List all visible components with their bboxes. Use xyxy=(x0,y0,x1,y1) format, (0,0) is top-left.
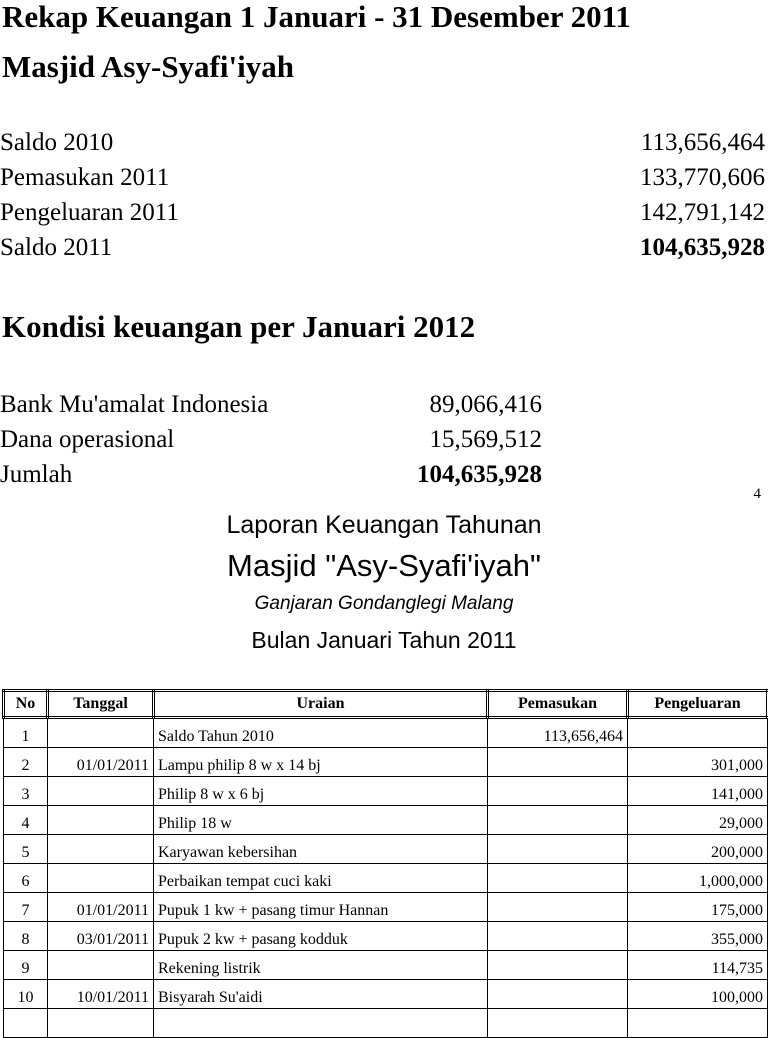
table-row xyxy=(4,922,768,951)
recap-value-pengeluaran: 142,791,142 xyxy=(640,199,765,226)
cell-no: 1 xyxy=(4,718,48,748)
cell-no xyxy=(4,1009,48,1038)
cell-uraian: Pupuk 2 kw + pasang kodduk xyxy=(154,922,488,951)
cell-uraian: Perbaikan tempat cuci kaki xyxy=(154,864,488,893)
cell-pemasukan xyxy=(488,864,628,893)
cell-pemasukan xyxy=(488,835,628,864)
recap-value-saldo-2010: 113,656,464 xyxy=(640,129,765,156)
cell-tanggal xyxy=(48,864,154,893)
table-row xyxy=(4,806,768,835)
cell-pengeluaran: 355,000 xyxy=(628,922,768,951)
cell-pengeluaran: 29,000 xyxy=(628,806,768,835)
header-pemasukan: Pemasukan xyxy=(488,691,628,718)
cell-pemasukan xyxy=(488,951,628,980)
header-uraian: Uraian xyxy=(154,691,488,718)
table-row xyxy=(4,718,768,748)
ledger-table xyxy=(2,689,768,1038)
recap-value-saldo-2011: 104,635,928 xyxy=(640,234,765,261)
cell-pengeluaran: 114,735 xyxy=(628,951,768,980)
cell-no: 4 xyxy=(4,806,48,835)
recap-label-saldo-2010: Saldo 2010 xyxy=(0,129,114,156)
recap-label-pemasukan: Pemasukan 2011 xyxy=(0,164,170,191)
table-row xyxy=(4,748,768,777)
table-row xyxy=(4,980,768,1009)
page-number: 4 xyxy=(753,486,761,502)
cell-pengeluaran: 1,000,000 xyxy=(628,864,768,893)
cell-uraian: Philip 18 w xyxy=(154,806,488,835)
cell-pemasukan: 113,656,464 xyxy=(488,718,628,748)
cell-pemasukan xyxy=(488,777,628,806)
table-row xyxy=(4,835,768,864)
cell-pengeluaran: 301,000 xyxy=(628,748,768,777)
report-period: Bulan Januari Tahun 2011 xyxy=(251,627,517,653)
table-row xyxy=(4,951,768,980)
cell-pengeluaran: 100,000 xyxy=(628,980,768,1009)
cell-uraian: Saldo Tahun 2010 xyxy=(154,718,488,748)
recap-label-pengeluaran: Pengeluaran 2011 xyxy=(0,199,179,226)
recap-label-saldo-2011: Saldo 2011 xyxy=(0,234,113,261)
condition-value-operasional: 15,569,512 xyxy=(429,426,542,453)
cell-no: 10 xyxy=(4,980,48,1009)
condition-title: Kondisi keuangan per Januari 2012 xyxy=(2,309,476,344)
condition-label-operasional: Dana operasional xyxy=(0,426,175,453)
cell-pemasukan xyxy=(488,980,628,1009)
ledger-body xyxy=(4,718,768,1038)
cell-uraian xyxy=(154,1009,488,1038)
cell-pemasukan xyxy=(488,748,628,777)
cell-pengeluaran: 175,000 xyxy=(628,893,768,922)
cell-pemasukan xyxy=(488,1009,628,1038)
cell-pengeluaran: 141,000 xyxy=(628,777,768,806)
cell-no: 2 xyxy=(4,748,48,777)
header-no: No xyxy=(4,691,48,718)
cell-uraian: Bisyarah Su'aidi xyxy=(154,980,488,1009)
cell-tanggal xyxy=(48,1009,154,1038)
cell-pengeluaran xyxy=(628,718,768,748)
cell-tanggal: 01/01/2011 xyxy=(48,748,154,777)
ledger-header-row xyxy=(4,691,768,718)
recap-value-pemasukan: 133,770,606 xyxy=(640,164,765,191)
cell-tanggal xyxy=(48,777,154,806)
cell-tanggal: 03/01/2011 xyxy=(48,922,154,951)
cell-uraian: Philip 8 w x 6 bj xyxy=(154,777,488,806)
report-location: Ganjaran Gondanglegi Malang xyxy=(254,593,514,614)
report-mosque-name: Masjid "Asy-Syafi'iyah" xyxy=(227,548,541,583)
cell-uraian: Lampu philip 8 w x 14 bj xyxy=(154,748,488,777)
cell-no: 7 xyxy=(4,893,48,922)
cell-no: 5 xyxy=(4,835,48,864)
header-pengeluaran: Pengeluaran xyxy=(628,691,768,718)
cell-tanggal xyxy=(48,718,154,748)
cell-no: 9 xyxy=(4,951,48,980)
cell-pemasukan xyxy=(488,806,628,835)
condition-value-jumlah: 104,635,928 xyxy=(417,461,542,488)
cell-no: 3 xyxy=(4,777,48,806)
table-row xyxy=(4,1009,768,1038)
table-row xyxy=(4,777,768,806)
cell-pengeluaran: 200,000 xyxy=(628,835,768,864)
cell-no: 8 xyxy=(4,922,48,951)
condition-label-jumlah: Jumlah xyxy=(0,461,73,488)
header-tanggal: Tanggal xyxy=(48,691,154,718)
cell-pemasukan xyxy=(488,893,628,922)
cell-uraian: Rekening listrik xyxy=(154,951,488,980)
cell-uraian: Pupuk 1 kw + pasang timur Hannan xyxy=(154,893,488,922)
recap-title: Rekap Keuangan 1 Januari - 31 Desember 2011 xyxy=(2,0,631,34)
cell-tanggal xyxy=(48,806,154,835)
cell-tanggal: 10/01/2011 xyxy=(48,980,154,1009)
recap-subtitle: Masjid Asy-Syafi'iyah xyxy=(2,49,294,84)
cell-tanggal xyxy=(48,951,154,980)
cell-tanggal xyxy=(48,835,154,864)
table-row xyxy=(4,893,768,922)
cell-no: 6 xyxy=(4,864,48,893)
condition-value-bank: 89,066,416 xyxy=(429,391,542,418)
report-title: Laporan Keuangan Tahunan xyxy=(226,511,542,539)
condition-label-bank: Bank Mu'amalat Indonesia xyxy=(0,391,269,418)
cell-pemasukan xyxy=(488,922,628,951)
table-row xyxy=(4,864,768,893)
cell-uraian: Karyawan kebersihan xyxy=(154,835,488,864)
cell-tanggal: 01/01/2011 xyxy=(48,893,154,922)
cell-pengeluaran xyxy=(628,1009,768,1038)
